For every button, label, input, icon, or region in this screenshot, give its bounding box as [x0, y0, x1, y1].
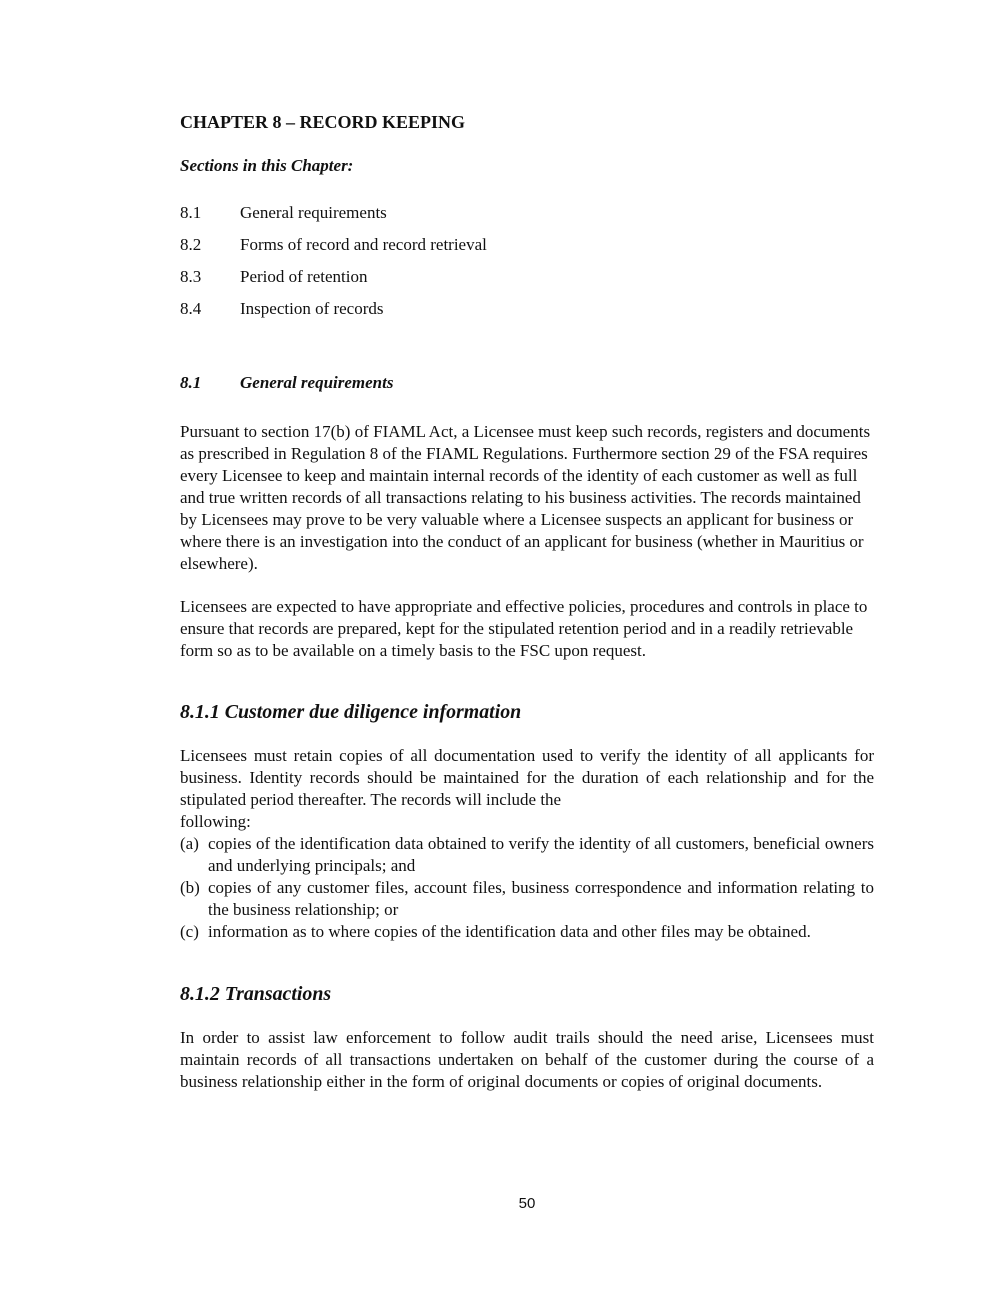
toc-item-label: Inspection of records [240, 299, 384, 318]
list-item-text: information as to where copies of the identification data and other files may be obtained. [208, 922, 811, 941]
toc-item-label: General requirements [240, 203, 387, 222]
list-item-marker: (c) [180, 922, 199, 941]
intro-text-last-line: following: [180, 812, 251, 831]
toc-item-label: Period of retention [240, 267, 368, 286]
toc-item-number: 8.2 [180, 235, 202, 254]
records-list [180, 833, 874, 943]
toc-item-number: 8.4 [180, 299, 202, 318]
list-item [180, 877, 874, 921]
list-item-marker: (b) [180, 878, 200, 897]
list-item-marker: (a) [180, 834, 199, 853]
toc-item [180, 266, 874, 298]
section-8-1-1-heading: 8.1.1 Customer due diligence information [180, 701, 522, 723]
section-8-1-paragraph-2: Licensees are expected to have appropriate and effective policies, procedures and controls in place to ensure that records are prepared, kept for the stipulated retention period and in a readily retrievable form so as to be available on a timely basis to the FSC upon request. [180, 597, 868, 660]
toc-item [180, 298, 874, 330]
section-number: 8.1 [180, 373, 202, 392]
toc-item-number: 8.1 [180, 203, 202, 222]
intro-text: Licensees must retain copies of all documentation used to verify the identity of all applicants for business. Identity records should be maintained for the duration of each relationship and for the stipulated period thereafter. The records will include the [180, 746, 874, 809]
list-item [180, 833, 874, 877]
section-8-1-1-intro [180, 745, 874, 833]
section-title: General requirements [240, 373, 394, 392]
chapter-title: CHAPTER 8 – RECORD KEEPING [180, 112, 466, 132]
toc-item-number: 8.3 [180, 267, 202, 286]
toc-item [180, 234, 874, 266]
sections-heading: Sections in this Chapter: [180, 156, 354, 175]
section-8-1-heading [180, 372, 874, 394]
list-item-text: copies of any customer files, account files, business correspondence and information relating to the business relationship; or [208, 878, 874, 919]
chapter-sections-list [180, 202, 874, 330]
page-number: 50 [518, 1195, 536, 1212]
section-8-1-2-heading: 8.1.2 Transactions [180, 983, 332, 1005]
list-item-text: copies of the identification data obtained to verify the identity of all customers, beneficial owners and underlying principals; and [208, 834, 874, 875]
section-8-1-paragraph-1: Pursuant to section 17(b) of FIAML Act, a Licensee must keep such records, registers and documents as prescribed in Regulation 8 of the FIAML Regulations. Furthermore section 29 of the FSA requires every Licensee to keep and maintain internal records of the identity of each customer as well as full and true written records of all transactions relating to his business activities. The records maintained by Licensees may prove to be very valuable where a Licensee suspects an applicant for business or where there is an investigation into the conduct of an applicant for business (whether in Mauritius or elsewhere). [180, 422, 871, 573]
list-item [180, 921, 874, 943]
toc-item-label: Forms of record and record retrieval [240, 235, 487, 254]
toc-item [180, 202, 874, 234]
section-8-1-2-paragraph: In order to assist law enforcement to follow audit trails should the need arise, Licensees must maintain records of all transactions undertaken on behalf of the customer during the course of a business relationship either in the form of original documents or copies of original documents. [180, 1028, 874, 1091]
